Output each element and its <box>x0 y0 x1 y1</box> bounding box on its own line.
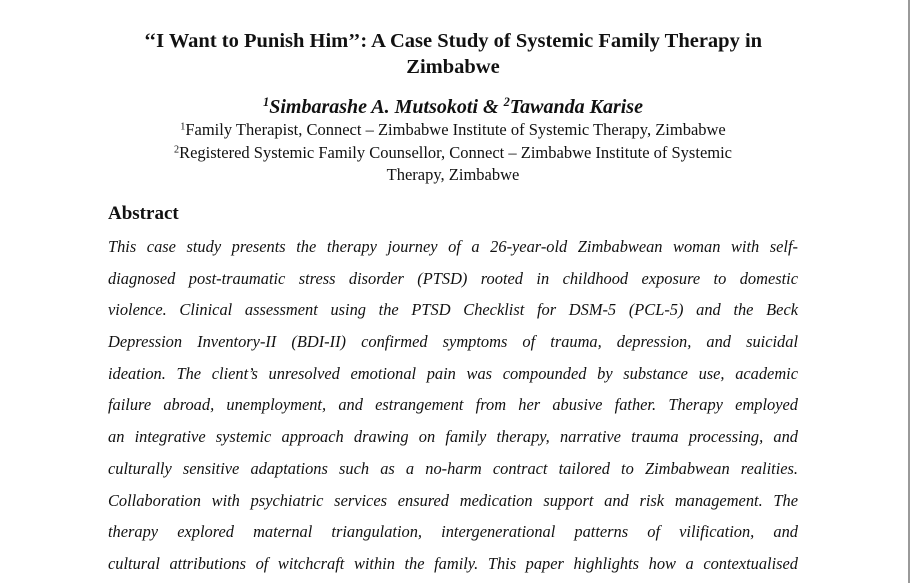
author-2-name: Tawanda Karise <box>509 96 643 118</box>
abstract-line: diagnosed post-traumatic stress disorder (PTSD) rooted in childhood exposure to domestic <box>108 268 798 288</box>
author-list <box>108 95 798 119</box>
abstract-line: an integrative systemic approach drawing on family therapy, narrative trauma processing, and <box>108 427 798 447</box>
affiliation-2-line-2: Therapy, Zimbabwe <box>386 165 520 184</box>
author-1-name: Simbarashe A. Mutsokoti & <box>269 96 504 118</box>
abstract-line: ideation. The client’s unresolved emotional pain was compounded by substance use, academic <box>108 363 798 383</box>
paper-title <box>108 28 798 80</box>
abstract-line: cultural attributions of witchcraft within the family. This paper highlights how a contextualised <box>108 553 798 573</box>
abstract-line: Depression Inventory-II (BDI-II) confirmed symptoms of trauma, depression, and suicidal <box>108 332 798 352</box>
affiliation-2-superscript: 2 <box>173 144 180 156</box>
affiliation-1-text: Family Therapist, Connect – Zimbabwe Institute of Systemic Therapy, Zimbabwe <box>185 120 726 139</box>
affiliation-1 <box>108 119 798 141</box>
abstract-line: violence. Clinical assessment using the PTSD Checklist for DSM-5 (PCL-5) and the Beck <box>108 300 798 320</box>
abstract-line: This case study presents the therapy journey of a 26-year-old Zimbabwean woman with self- <box>108 237 798 256</box>
affiliation-2-line-1 <box>108 142 798 164</box>
abstract-line: failure abroad, unemployment, and estrangement from her abusive father. Therapy employed <box>108 395 798 415</box>
affiliation-2-text: Registered Systemic Family Counsellor, Connect – Zimbabwe Institute of Systemic <box>179 143 733 162</box>
author-2-superscript: 2 <box>503 95 510 110</box>
affiliation-2 <box>108 142 798 186</box>
abstract-line: therapy explored maternal triangulation, intergenerational patterns of vilification, and <box>108 522 798 542</box>
abstract-heading: Abstract <box>108 203 179 224</box>
title-line-2: Zimbabwe <box>406 56 500 78</box>
abstract-body <box>108 231 798 580</box>
abstract-line: culturally sensitive adaptations such as a no-harm contract tailored to Zimbabwean realities. <box>108 458 798 478</box>
affiliation-1-superscript: 1 <box>180 121 186 133</box>
author-1-superscript: 1 <box>263 95 270 110</box>
title-line-1: ‘‘I Want to Punish Him’’: A Case Study of Systemic Family Therapy in <box>143 30 763 52</box>
abstract-line: Collaboration with psychiatric services ensured medication support and risk management. The <box>108 490 798 510</box>
